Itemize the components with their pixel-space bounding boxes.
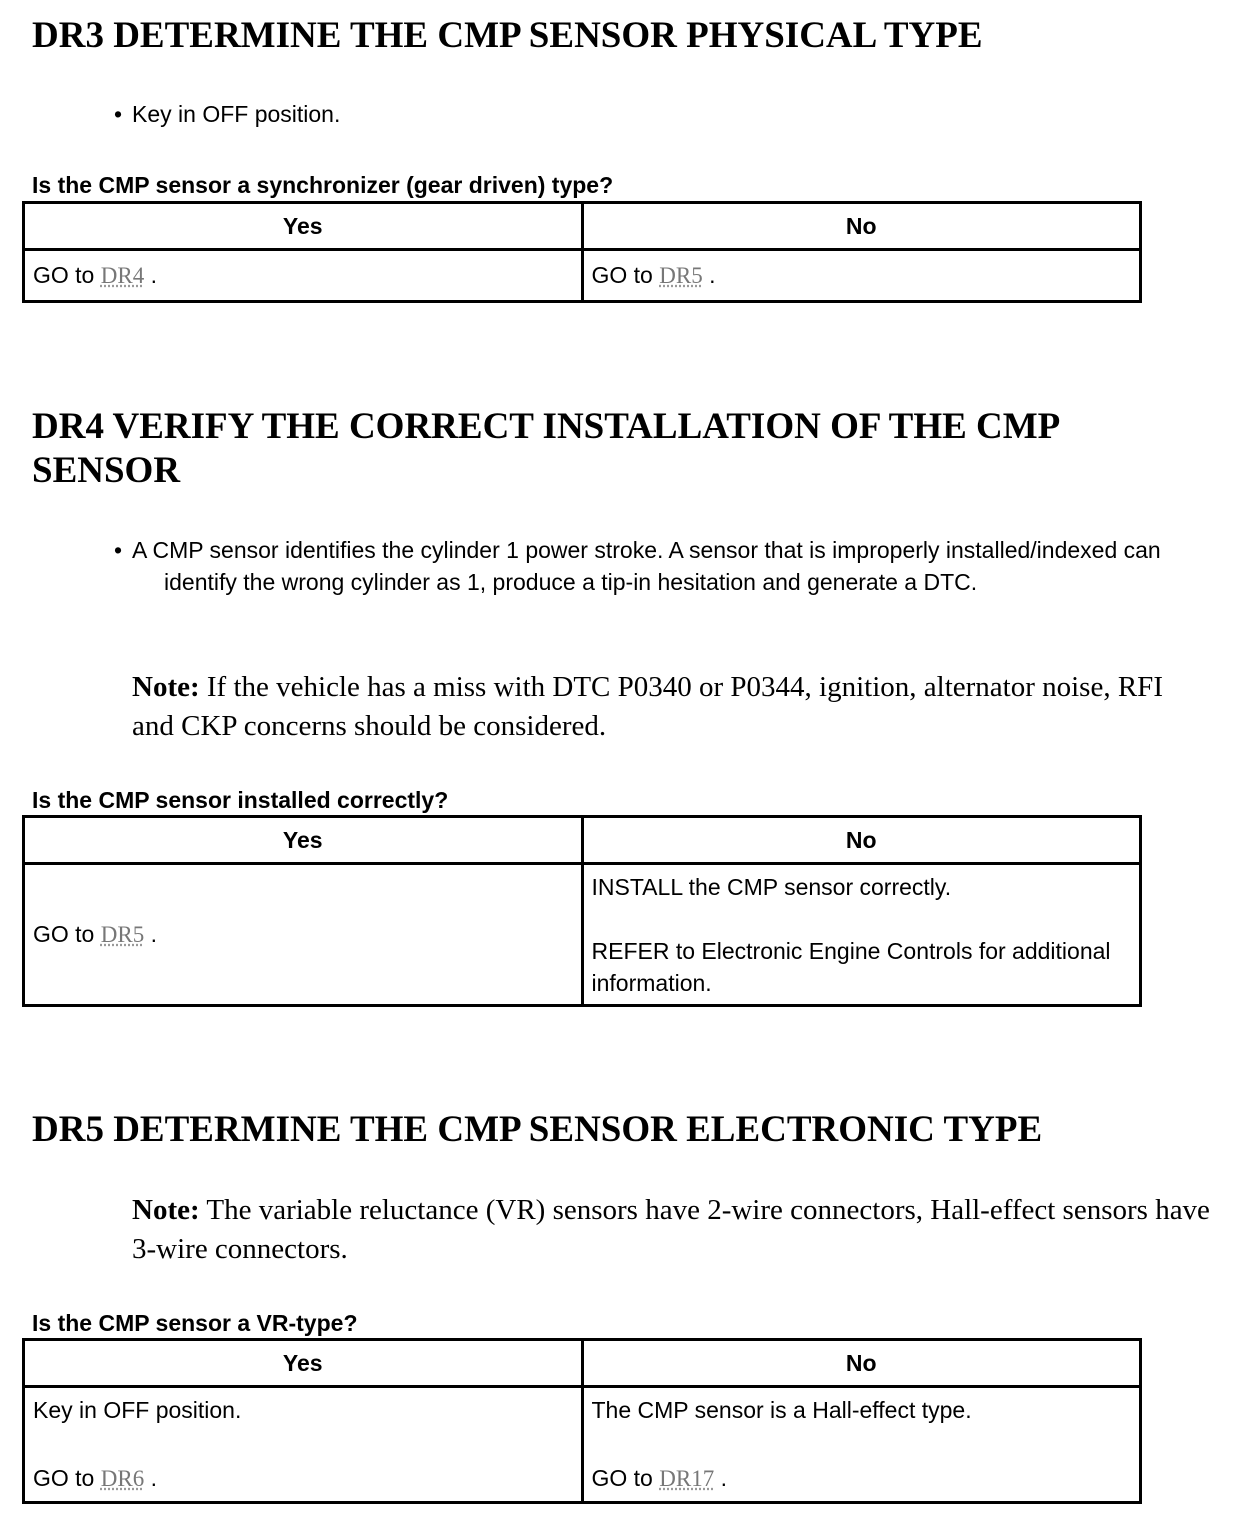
refer-text: REFER to Electronic Engine Controls for additional information.: [591, 938, 1111, 996]
key-off-text: Key in OFF position.: [33, 1397, 242, 1423]
dr5-no-cell: [582, 1387, 1141, 1503]
dr4-note: [132, 668, 1192, 746]
go-to-text: GO to: [33, 262, 95, 288]
dr4-yes-cell: GO to DR5 .: [24, 864, 583, 1006]
dr3-bullet: [114, 98, 1114, 130]
dr4-question: Is the CMP sensor installed correctly?: [32, 787, 449, 813]
dr5-link[interactable]: DR5: [659, 263, 703, 288]
dr5-note: [132, 1191, 1212, 1269]
dr4-decision-table: [22, 815, 1142, 1007]
yes-header: Yes: [24, 203, 583, 250]
yes-header: Yes: [24, 1340, 583, 1387]
dr4-note-text: If the vehicle has a miss with DTC P0340 or P0344, ignition, alternator noise, RFI and CKP concerns should be considered.: [132, 671, 1163, 742]
dr3-question: Is the CMP sensor a synchronizer (gear driven) type?: [32, 172, 614, 198]
dr3-bullet-text: Key in OFF position.: [132, 101, 341, 127]
dr6-link[interactable]: DR6: [100, 1466, 145, 1491]
bullet-icon: •: [114, 537, 123, 563]
table-row: [24, 250, 1141, 302]
go-to-text: GO to: [33, 921, 95, 947]
dr3-heading: DR3 DETERMINE THE CMP SENSOR PHYSICAL TYPE: [32, 15, 983, 56]
dr5-note-text: The variable reluctance (VR) sensors have 2-wire connectors, Hall-effect sensors have 3-wire connectors.: [132, 1194, 1210, 1265]
go-to-text: GO to: [591, 262, 653, 288]
table-header-row: [24, 203, 1141, 250]
no-header: No: [582, 817, 1141, 864]
table-header-row: [24, 817, 1141, 864]
dr5-link[interactable]: DR5: [100, 922, 145, 947]
dr5-yes-cell: [24, 1387, 583, 1503]
bullet-icon: •: [114, 101, 123, 127]
table-row: [24, 1387, 1141, 1503]
dr4-bullet: [114, 534, 1214, 598]
table-row: [24, 864, 1141, 1006]
dr4-bullet-text: A CMP sensor identifies the cylinder 1 power stroke. A sensor that is improperly installed/indexed can identify the wrong cylinder as 1, produce a tip-in hesitation and generate a DTC.: [132, 537, 1161, 595]
dr3-no-cell: GO to DR5 .: [582, 250, 1141, 302]
dr5-question: Is the CMP sensor a VR-type?: [32, 1310, 358, 1336]
no-header: No: [582, 203, 1141, 250]
go-to-text: GO to: [591, 1465, 653, 1491]
install-text: INSTALL the CMP sensor correctly.: [591, 874, 952, 900]
table-header-row: [24, 1340, 1141, 1387]
go-to-text: GO to: [33, 1465, 95, 1491]
dr3-yes-cell: GO to DR4 .: [24, 250, 583, 302]
dr4-heading: DR4 VERIFY THE CORRECT INSTALLATION OF THE CMP SENSOR: [32, 406, 1059, 491]
no-header: No: [582, 1340, 1141, 1387]
note-label: Note:: [132, 1194, 200, 1226]
go-line: GO to DR6 .: [33, 1465, 157, 1491]
dr4-link[interactable]: DR4: [100, 263, 145, 288]
dr5-heading: DR5 DETERMINE THE CMP SENSOR ELECTRONIC TYPE: [32, 1109, 1043, 1150]
dr5-decision-table: [22, 1338, 1142, 1504]
hall-effect-text: The CMP sensor is a Hall-effect type.: [591, 1397, 972, 1423]
note-label: Note:: [132, 671, 200, 703]
yes-header: Yes: [24, 817, 583, 864]
go-line: GO to DR17 .: [591, 1465, 727, 1491]
dr17-link[interactable]: DR17: [659, 1466, 715, 1491]
dr3-decision-table: [22, 201, 1142, 303]
dr4-no-cell: [582, 864, 1141, 1006]
